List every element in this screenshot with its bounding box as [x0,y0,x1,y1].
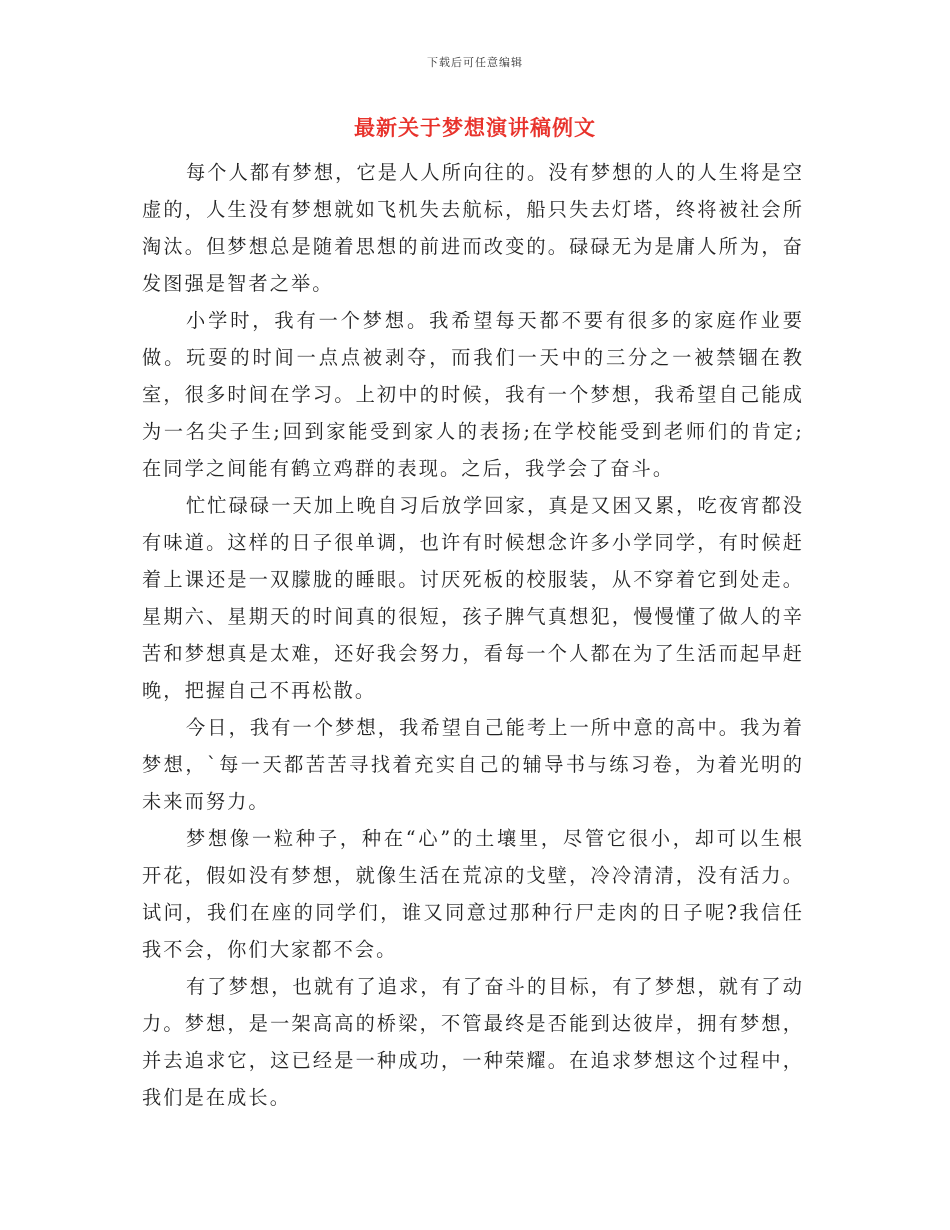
paragraph: 今日，我有一个梦想，我希望自己能考上一所中意的高中。我为着梦想，`每一天都苦苦寻找着充实自己的辅导书与练习卷，为着光明的未来而努力。 [142,716,804,813]
paragraph: 小学时，我有一个梦想。我希望每天都不要有很多的家庭作业要做。玩耍的时间一点点被剥夺，而我们一天中的三分之一被禁锢在教室，很多时间在学习。上初中的时候，我有一个梦想，我希望自己能成为一名尖子生;回到家能受到家人的表扬;在学校能受到老师们的肯定;在同学之间能有鹤立鸡群的表现。之后，我学会了奋斗。 [142,309,804,480]
document-title: 最新关于梦想演讲稿例文 [354,116,596,140]
paragraph: 梦想像一粒种子，种在“心”的土壤里，尽管它很小，却可以生根开花，假如没有梦想，就像生活在荒凉的戈壁，冷冷清清，没有活力。试问，我们在座的同学们，谁又同意过那种行尸走肉的日子呢?我信任我不会，你们大家都不会。 [142,827,804,961]
paragraph: 忙忙碌碌一天加上晚自习后放学回家，真是又困又累，吃夜宵都没有味道。这样的日子很单调，也许有时候想念许多小学同学，有时候赶着上课还是一双朦胧的睡眼。讨厌死板的校服装，从不穿着它到处走。星期六、星期天的时间真的很短，孩子脾气真想犯，慢慢懂了做人的辛苦和梦想真是太难，还好我会努力，看每一个人都在为了生活而起早赶晚，把握自己不再松散。 [142,494,804,702]
paragraph: 每个人都有梦想，它是人人所向往的。没有梦想的人的人生将是空虚的，人生没有梦想就如飞机失去航标，船只失去灯塔，终将被社会所淘汰。但梦想总是随着思想的前进而改变的。碌碌无为是庸人所为，奋发图强是智者之举。 [142,161,804,295]
header-note: 下载后可任意编辑 [427,56,523,69]
paragraph: 有了梦想，也就有了追求，有了奋斗的目标，有了梦想，就有了动力。梦想，是一架高高的桥梁，不管最终是否能到达彼岸，拥有梦想，并去追求它，这已经是一种成功，一种荣耀。在追求梦想这个过程中，我们是在成长。 [142,975,804,1109]
document-body [142,154,804,1116]
